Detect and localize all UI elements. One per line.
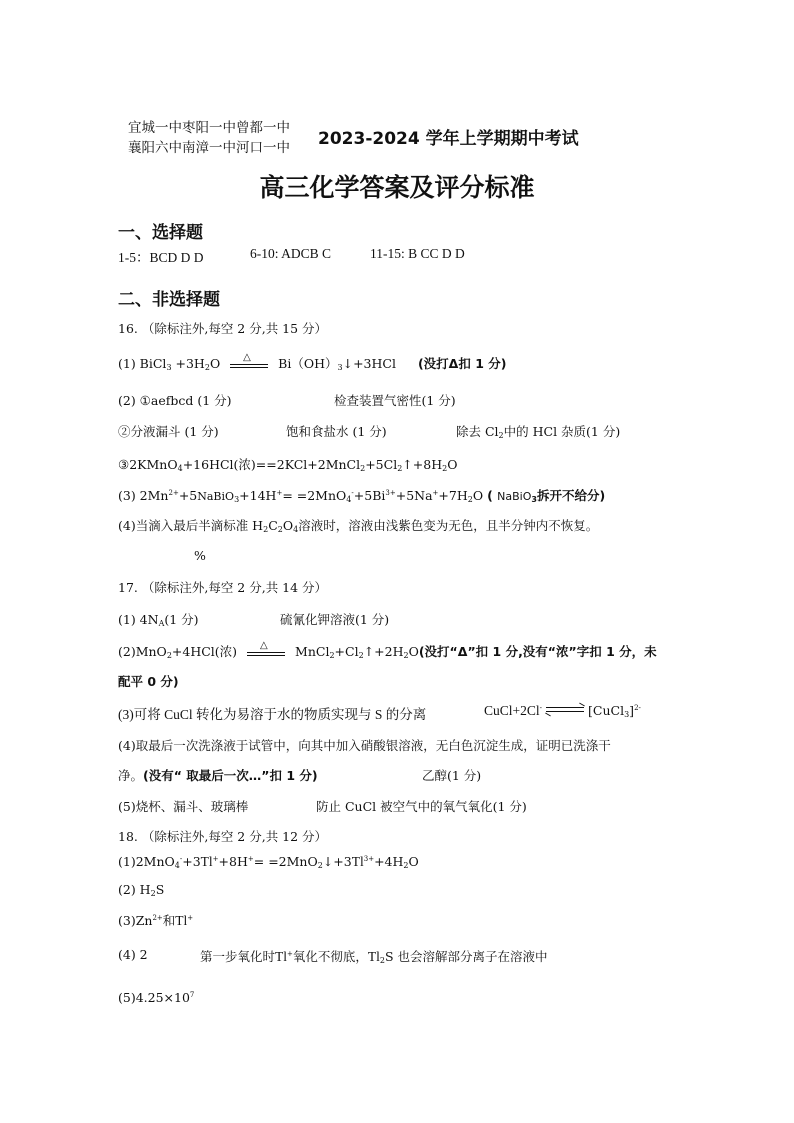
- superscript: +: [187, 914, 194, 922]
- subscript: 3: [624, 710, 630, 719]
- text: 硫氰化钾溶液(1 分): [280, 612, 390, 627]
- q18-header: 18. （除标注外,每空 2 分,共 12 分）: [118, 829, 328, 844]
- answers-1-5: 1-5：BCD D D: [118, 250, 204, 265]
- text: (2) ①aefbcd (1 分): [118, 393, 232, 408]
- q18-part4: [118, 947, 548, 965]
- text: (4) 2: [118, 947, 148, 962]
- text: +Cl: [334, 644, 359, 659]
- superscript: +: [247, 855, 254, 863]
- text: +3: [182, 854, 201, 869]
- scoring-note: (没打Δ扣 1 分): [417, 356, 507, 371]
- text: O: [447, 457, 458, 472]
- superscript: 2+: [152, 914, 163, 922]
- q16-part3: [118, 455, 457, 473]
- text: 中的 HCl 杂质(1 分): [503, 424, 621, 439]
- delta-icon: △: [243, 352, 251, 363]
- superscript: 3+: [363, 855, 375, 863]
- q16-part5: [118, 516, 598, 534]
- text: +5Na: [395, 488, 433, 503]
- text: [CuCl: [588, 703, 625, 718]
- text: (2) H: [118, 882, 151, 897]
- text: (5)烧杯、漏斗、玻璃棒: [118, 799, 249, 814]
- text: (3)Zn: [118, 913, 153, 928]
- scoring-note: (没有“ 取最后一次…”扣 1 分): [143, 768, 318, 783]
- q18-part3: [118, 911, 193, 929]
- text: (1 分): [164, 612, 199, 627]
- text: +5: [178, 488, 198, 503]
- subscript: 3: [337, 363, 343, 372]
- subscript: 4: [293, 525, 299, 534]
- exam-title: 2023-2024 学年上学期期中考试: [318, 129, 579, 149]
- subscript: 2: [379, 956, 385, 965]
- text: 第一步氧化时: [200, 949, 276, 964]
- subscript: 4: [346, 495, 352, 504]
- text: O: [472, 488, 484, 503]
- subscript: 2: [360, 464, 366, 473]
- superscript: +: [287, 950, 293, 958]
- q18-part2: [118, 882, 164, 898]
- school-list: [128, 118, 290, 158]
- scoring-note: [487, 488, 605, 503]
- superscript: 3+: [385, 489, 396, 497]
- text: ③2KMnO: [118, 457, 178, 472]
- text: NaBiO: [197, 490, 235, 503]
- q18-part1: [118, 854, 419, 870]
- q16-part2b: [118, 422, 621, 440]
- q17-part3: [118, 703, 641, 723]
- subscript: 2: [403, 861, 409, 870]
- text: MnCl: [295, 644, 330, 659]
- text: ↓+3: [322, 854, 352, 869]
- q17-part2-note-cont: 配平 0 分): [118, 674, 179, 689]
- text: Tl: [175, 913, 188, 928]
- subscript: 2: [317, 861, 323, 870]
- delta-icon: △: [260, 640, 268, 651]
- subscript: 4: [174, 861, 180, 870]
- subscript: 2: [329, 651, 335, 660]
- text: ↑+2H: [363, 644, 404, 659]
- text: 除去 Cl: [456, 424, 499, 439]
- text: +4HCl(浓): [171, 644, 238, 659]
- q17-part4: (4)取最后一次洗涤液于试管中，向其中加入硝酸银溶液，无白色沉淀生成，证明已洗涤干: [118, 738, 611, 753]
- subscript: 3: [234, 495, 240, 504]
- school-line-1: 宜城一中枣阳一中曾都一中: [128, 120, 290, 136]
- text: +5Bi: [353, 488, 386, 503]
- q17-header: 17. （除标注外,每空 2 分,共 14 分）: [118, 580, 328, 595]
- text: S: [155, 882, 165, 897]
- answers-11-15: 11-15: B CC D D: [370, 246, 465, 261]
- text: NaBiO: [497, 490, 532, 503]
- q17-part2: [118, 642, 657, 660]
- subscript: 2: [277, 525, 283, 534]
- choice-answers: [118, 246, 465, 266]
- superscript: -: [179, 855, 183, 863]
- text: 氧化不彻底，: [292, 949, 368, 964]
- text: (2)MnO: [118, 644, 167, 659]
- subscript: 2: [397, 464, 403, 473]
- text: 检查装置气密性(1 分): [334, 393, 456, 408]
- subscript: 4: [177, 464, 183, 473]
- subscript: 2: [442, 464, 448, 473]
- answers-6-10: 6-10: ADCB C: [250, 246, 332, 261]
- text: Tl: [275, 949, 288, 964]
- text: ]: [629, 703, 635, 718]
- scoring-note: (没打“Δ”扣 1 分,没有“浓”字扣 1 分，未: [418, 644, 657, 659]
- text: +7H: [438, 488, 468, 503]
- text: +5Cl: [365, 457, 398, 472]
- text: Tl: [367, 949, 380, 964]
- superscript: 2-: [634, 704, 641, 712]
- section-title-nonchoice: 二、非选择题: [118, 290, 220, 310]
- text: (5)4.25×10: [118, 990, 190, 1005]
- subscript: 2: [467, 495, 473, 504]
- q17-part5: [118, 797, 527, 815]
- text: 拆开不给分): [536, 488, 606, 503]
- text: O: [408, 644, 419, 659]
- text: 饱和食盐水 (1 分): [286, 424, 387, 439]
- subscript: 2: [263, 525, 269, 534]
- text: (1) 4N: [118, 612, 159, 627]
- school-line-2: 襄阳六中南漳一中河口一中: [128, 140, 290, 156]
- text: S 也会溶解部分离子在溶液中: [385, 949, 548, 964]
- text: +3H: [171, 356, 205, 371]
- text: 净。: [118, 768, 144, 783]
- text: ↓+3HCl: [342, 356, 396, 371]
- subscript: 2: [358, 651, 364, 660]
- text: O: [282, 518, 294, 533]
- superscript: +: [432, 489, 439, 497]
- superscript: 2+: [168, 489, 179, 497]
- q16-part6: %: [194, 548, 206, 563]
- text: (1) BiCl: [118, 356, 167, 371]
- text: (3) 2Mn: [118, 488, 169, 503]
- text: +16HCl(浓)==2KCl+2MnCl: [182, 457, 361, 472]
- subscript: 3: [531, 495, 537, 504]
- text: 溶液时，溶液由浅紫色变为无色，且半分钟内不恢复。: [298, 518, 599, 533]
- text: +4H: [374, 854, 404, 869]
- subscript: 2: [150, 889, 156, 898]
- subscript: 2: [166, 651, 172, 660]
- q17-part4-cont: [118, 766, 482, 784]
- text: CuCl+2Cl: [484, 703, 540, 718]
- subscript: 2: [498, 431, 504, 440]
- text: (3)可将 CuCl 转化为易溶于水的物质实现与 S 的分离: [118, 707, 427, 722]
- text: (: [487, 488, 493, 503]
- superscript: +: [212, 855, 219, 863]
- text: Tl: [351, 854, 364, 869]
- subscript: 3: [166, 363, 172, 372]
- text: (4)当滴入最后半滴标准 H: [118, 518, 264, 533]
- superscript: -: [539, 704, 543, 712]
- text: = =2MnO: [282, 488, 347, 503]
- text: O: [209, 356, 221, 371]
- text: 和: [162, 913, 176, 928]
- text: 乙醇(1 分): [422, 768, 482, 783]
- reversible-arrow-icon: [546, 705, 584, 715]
- subscript: A: [158, 619, 165, 628]
- text: +8H: [218, 854, 248, 869]
- section-title-choice: 一、选择题: [118, 223, 203, 243]
- q16-header: 16. （除标注外,每空 2 分,共 15 分）: [118, 321, 328, 336]
- text: Bi（OH）: [278, 356, 338, 371]
- heating-equals-sign: [247, 640, 285, 658]
- q16-part2: [118, 391, 456, 409]
- subscript: 2: [204, 363, 210, 372]
- text: ↑+8H: [402, 457, 443, 472]
- superscript: -: [351, 489, 354, 497]
- text: C: [268, 518, 278, 533]
- heating-equals-sign: [230, 352, 268, 370]
- text: (1)2MnO: [118, 854, 175, 869]
- q16-part1: [118, 354, 506, 372]
- page-title: 高三化学答案及评分标准: [259, 173, 535, 202]
- text: 防止 CuCl 被空气中的氧气氧化(1 分): [316, 799, 527, 814]
- text: Tl: [200, 854, 213, 869]
- text: ②分液漏斗 (1 分): [118, 424, 219, 439]
- q16-part4: [118, 486, 605, 504]
- q17-part1: [118, 610, 390, 628]
- superscript: +: [276, 489, 283, 497]
- subscript: 2: [403, 651, 409, 660]
- text: O: [408, 854, 419, 869]
- q18-part5: [118, 990, 194, 1005]
- text: = =2MnO: [253, 854, 318, 869]
- text: +14H: [239, 488, 277, 503]
- superscript: 7: [189, 991, 195, 999]
